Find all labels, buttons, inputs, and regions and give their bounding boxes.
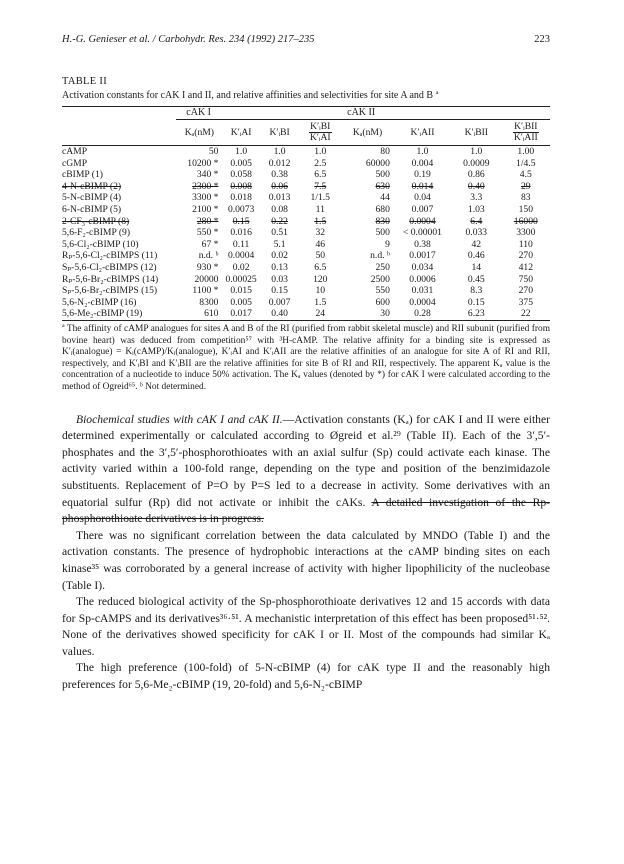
- cell-kib2: 0.0009: [463, 157, 490, 169]
- cell-r1: 1.5: [314, 215, 327, 227]
- running-head: H.-G. Genieser et al. / Carbohydr. Res. 234 (1992) 217–235: [62, 34, 315, 45]
- cell-kib1: 0.007: [268, 296, 291, 308]
- cell-ka1: 2100 *: [192, 204, 219, 216]
- cell-kia1: 0.008: [230, 180, 252, 192]
- compound-name: 5-N-cBIMP (4): [62, 192, 122, 204]
- table-row: [62, 181, 550, 193]
- cell-r1: 11: [315, 204, 325, 216]
- ratio2-denominator: K′ᵢAII: [513, 131, 538, 143]
- cell-kib1: 0.013: [268, 192, 291, 204]
- cell-kia2: 0.0004: [409, 215, 436, 227]
- cell-r2: 110: [518, 238, 533, 250]
- cell-r2: 1/4.5: [516, 157, 536, 169]
- cell-kib2: 3.3: [470, 192, 483, 204]
- compound-name: 4-N-cBIMP (2): [62, 180, 122, 192]
- compound-name: 5,6-Cl₂-cBIMP (10): [62, 238, 139, 250]
- cell-r2: 83: [520, 192, 531, 204]
- table-row: [62, 250, 550, 262]
- table-title: TABLE II: [62, 76, 108, 87]
- cell-kib1: 0.13: [271, 262, 288, 274]
- cell-ka2: 600: [375, 296, 390, 308]
- table-row: [62, 192, 550, 204]
- cell-kia2: 0.004: [411, 157, 434, 169]
- compound-name: 6-N-cBIMP (5): [62, 204, 122, 216]
- cell-kib1: 0.02: [271, 250, 288, 262]
- cell-kia1: 0.11: [232, 238, 250, 250]
- compound-name: Rₚ-5,6-Cl₂-cBIMPS (11): [62, 250, 158, 262]
- compound-name: 5,6-N₂-cBIMP (16): [62, 296, 137, 308]
- table-row: [62, 158, 550, 170]
- cell-r1: 10: [315, 285, 326, 297]
- table-row: [62, 169, 550, 181]
- cell-r2: 3300: [516, 227, 536, 239]
- cell-ka2: 680: [375, 204, 390, 216]
- cell-kib1: 0.22: [271, 215, 288, 227]
- cell-kia2: 0.04: [414, 192, 431, 204]
- compound-name: cAMP: [62, 146, 88, 158]
- compound-name: Rₚ-5,6-Br₂-cBIMPS (14): [62, 273, 159, 285]
- cell-r2: 1.00: [517, 146, 535, 158]
- ratio1-numerator: K′ᵢBI: [310, 120, 331, 132]
- cell-ka1: 67 *: [201, 238, 219, 250]
- cell-ka2: 60000: [365, 157, 390, 169]
- cell-r1: 1.0: [314, 146, 327, 158]
- cell-r1: 7.5: [314, 180, 327, 192]
- cell-r1: 1/1.5: [310, 192, 330, 204]
- cell-kia2: 0.0004: [409, 296, 436, 308]
- col-header-kib2: K′ᵢBII: [464, 126, 488, 138]
- cell-kia2: 0.38: [414, 238, 431, 250]
- paragraph-2: There was no significant correlation between the data calculated by MNDO (Table I) and the activation constants. The presence of hydrophobic interactions at the cAMP binding sites on each kinase³⁵ was corroborated by a general increase of activity with higher lipophilicity of the nucleobase (Table I).: [62, 528, 550, 592]
- col-header-kia2: K′ᵢAII: [410, 126, 435, 138]
- cell-ka1: 3300 *: [192, 192, 219, 204]
- compound-name: cGMP: [62, 157, 88, 169]
- cell-ka2: 550: [375, 285, 390, 297]
- cell-kia2: 0.28: [414, 308, 431, 320]
- cell-ka2: 44: [380, 192, 390, 204]
- cell-kib1: 0.012: [268, 157, 291, 169]
- ratio2-numerator: K′ᵢBII: [514, 120, 538, 132]
- cell-r2: 16000: [513, 215, 538, 227]
- cell-ka1: 930 *: [196, 262, 219, 274]
- cell-kib2: 0.033: [465, 227, 488, 239]
- cell-kia1: 0.018: [230, 192, 252, 204]
- cell-ka1: 20000: [194, 273, 219, 285]
- paragraph-3: The reduced biological activity of the Sp-phosphorothioate derivatives 12 and 15 accords with data for Sp-cAMPS and its derivatives³⁶·⁵¹. A mechanistic interpretation of this effect has been proposed⁵¹·⁵². None of the derivatives showed specificity for cAK I or II. Most of the compounds had similar Kₐ values.: [62, 595, 550, 658]
- cell-kib1: 5.1: [273, 238, 286, 250]
- cell-ka2: n.d. ᵇ: [370, 250, 390, 262]
- cell-r2: 375: [518, 296, 533, 308]
- col-header-ratio2: [502, 119, 550, 146]
- cell-kia2: 0.19: [414, 169, 431, 181]
- body-text: [62, 412, 550, 694]
- cell-kia2: 0.014: [411, 180, 434, 192]
- cell-kia2: 0.034: [411, 262, 434, 274]
- cell-kib2: 42: [471, 238, 482, 250]
- cell-ka1: 280 *: [196, 215, 219, 227]
- cell-kib1: 1.0: [273, 146, 286, 158]
- table-caption: Activation constants for cAK I and II, and relative affinities and selectivities for site A and B ª: [62, 90, 439, 101]
- cell-ka2: 630: [375, 180, 390, 192]
- cell-ka2: 30: [380, 308, 390, 320]
- cell-kib1: 0.06: [271, 180, 288, 192]
- activation-constants-table: [62, 106, 550, 321]
- page-header: [62, 34, 550, 48]
- cell-kia1: 0.017: [230, 308, 252, 320]
- cell-kib2: 0.46: [467, 250, 485, 262]
- cell-kia1: 0.015: [230, 285, 252, 297]
- col-header-ka2: Kₐ(nM): [352, 126, 383, 138]
- cell-kib1: 0.15: [271, 285, 288, 297]
- cell-r1: 6.5: [314, 169, 327, 181]
- cell-kia1: 0.00025: [225, 273, 257, 285]
- cell-ka1: 2300 *: [192, 180, 219, 192]
- cell-kib1: 0.08: [271, 204, 288, 216]
- cell-r1: 2.5: [314, 157, 327, 169]
- table-row: [62, 308, 550, 320]
- section-heading: Biochemical studies with cAK I and cAK II.: [76, 412, 283, 426]
- cell-ka1: 10200 *: [187, 157, 219, 169]
- compound-name: 5,6-F₂-cBIMP (9): [62, 227, 131, 239]
- cell-kia2: 0.031: [411, 285, 434, 297]
- cell-kib2: 6.4: [470, 215, 483, 227]
- cell-ka1: 1100 *: [192, 285, 219, 297]
- cell-kia1: 0.0073: [227, 204, 255, 216]
- cell-kia2: 0.0006: [409, 273, 436, 285]
- cell-kib1: 0.51: [271, 227, 288, 239]
- cell-ka2: 500: [375, 169, 390, 181]
- table-row: [62, 274, 550, 286]
- cell-ka1: n.d. ᵇ: [198, 250, 219, 262]
- cell-ka1: 340 *: [196, 169, 219, 181]
- cell-r1: 6.5: [314, 262, 327, 274]
- cell-kib2: 8.3: [470, 285, 483, 297]
- table-row: [62, 262, 550, 274]
- compound-name: 5,6-Me₂-cBIMP (19): [62, 308, 143, 320]
- cell-kib2: 6.23: [467, 308, 485, 320]
- table-row: [62, 227, 550, 239]
- cell-r2: 270: [518, 285, 533, 297]
- cell-kib2: 1.0: [470, 146, 483, 158]
- compound-name: cBIMP (1): [62, 169, 103, 181]
- col-header-ratio1: [299, 119, 341, 146]
- cell-kib2: 0.40: [467, 180, 485, 192]
- col-header-ka1: Kₐ(nM): [184, 126, 215, 138]
- cell-r1: 46: [315, 238, 326, 250]
- cell-r2: 4.5: [519, 169, 532, 181]
- cell-kib2: 1.03: [467, 204, 485, 216]
- cell-r2: 22: [520, 308, 531, 320]
- compound-name: Sₚ-5,6-Cl₂-cBIMPS (12): [62, 262, 157, 274]
- cell-kia1: 0.15: [232, 215, 250, 227]
- ratio1-denominator: K′ᵢAI: [309, 131, 331, 143]
- cell-kib1: 0.38: [271, 169, 288, 181]
- table-footnote: ª The affinity of cAMP analogues for sites A and B of the RI (purified from rabbit skeletal muscle) and RII subunit (purified from bovine heart) was deduced from competition⁵⁷ with ³H-cAMP. The relative affinity for a binding site is expressed as K′ᵢ(analogue) = Kᵢ(cAMP)/Kᵢ(analogue), K′ᵢAI and K′ᵢAII are the relative affinities of an analogue for site A of RI and RII, respectively, and K′ᵢBI and K′ᵢBII are the relative affinities for site B of RI and RII, respectively. The apparent Kₐ value is the concentration of a nucleotide to induce 50% activation. The Kₐ values (denoted by *) for cAK I were calculated according to the method of Ogreid⁶⁵. ᵇ Not determined.: [62, 324, 550, 392]
- cell-kia2: 1.0: [416, 146, 429, 158]
- cell-ka1: 8300: [199, 296, 219, 308]
- table-row: [62, 146, 550, 158]
- cell-r2: 750: [518, 273, 533, 285]
- cell-ka2: 500: [375, 227, 390, 239]
- cell-ka2: 830: [375, 215, 390, 227]
- cell-r1: 120: [313, 273, 328, 285]
- cell-kia1: 0.005: [230, 296, 252, 308]
- compound-name: 2-CF₃-cBIMP (8): [62, 215, 130, 227]
- struck-sentence: A detailed investigation of the Rp-phosphorothioate derivatives is in progress.: [62, 495, 550, 526]
- compound-name: Sₚ-5,6-Br₂-cBIMPS (15): [62, 285, 158, 297]
- cell-r1: 32: [315, 227, 326, 239]
- cell-kib2: 0.15: [467, 296, 485, 308]
- cell-ka2: 9: [385, 238, 390, 250]
- page-number: 223: [534, 34, 550, 45]
- col-header-kia1: K′ᵢAI: [230, 126, 252, 138]
- cell-r1: 50: [315, 250, 326, 262]
- cell-kia1: 0.005: [230, 157, 252, 169]
- table-row: [62, 216, 550, 228]
- cell-kia1: 0.058: [230, 169, 252, 181]
- cell-kia2: 0.007: [411, 204, 434, 216]
- cell-kia1: 0.02: [232, 262, 250, 274]
- paragraph-4: The high preference (100-fold) of 5-N-cBIMP (4) for cAK type II and the reasonably high preferences for 5,6-Me₂-cBIMP (19, 20-fold) and 5,6-N₂-cBIMP: [62, 661, 550, 692]
- cell-ka2: 80: [380, 146, 390, 158]
- cell-kib2: 0.86: [467, 169, 485, 181]
- cell-kib1: 0.03: [271, 273, 288, 285]
- table-row: [62, 239, 550, 251]
- cell-r1: 24: [315, 308, 326, 320]
- group-header-cak1: cAK I: [176, 107, 341, 120]
- table-row: [62, 204, 550, 216]
- table-row: [62, 285, 550, 297]
- col-header-kib1: K′ᵢBI: [269, 126, 290, 138]
- group-header-cak2: cAK II: [341, 107, 550, 120]
- cell-ka2: 2500: [370, 273, 390, 285]
- table-body: [62, 146, 550, 321]
- cell-ka1: 610: [204, 308, 219, 320]
- cell-kia2: 0.0017: [409, 250, 436, 262]
- cell-r1: 1.5: [314, 296, 327, 308]
- journal-page: [62, 34, 550, 694]
- cell-kia1: 1.0: [235, 146, 248, 158]
- cell-r2: 412: [518, 262, 533, 274]
- cell-ka1: 50: [208, 146, 219, 158]
- cell-kib2: 0.45: [467, 273, 485, 285]
- cell-ka2: 250: [375, 262, 390, 274]
- cell-kia2: < 0.00001: [402, 227, 442, 239]
- table-row: [62, 297, 550, 309]
- cell-r2: 29: [520, 180, 531, 192]
- cell-r2: 150: [518, 204, 533, 216]
- cell-kib2: 14: [471, 262, 482, 274]
- cell-kia1: 0.016: [230, 227, 252, 239]
- paragraph-1-text: —Activation constants (Kₐ) for cAK I and II were either determined experimentally or calculated according to Øgreid et al.²⁹ (Table II). Each of the 3′,5′-phosphates and the 3′,5′-phosphorothioates with an axial sulfur (Sp) could activate each kinase. The activity varied within a 100-fold range, depending on the type and position of the benzimidazole substituents. Replacement of P=O by P=S led to a decrease in activity. Some derivatives with an equatorial sulfur (Rp) did not activate or inhibit the cAKs.: [62, 412, 550, 509]
- cell-r2: 270: [518, 250, 533, 262]
- cell-ka1: 550 *: [196, 227, 219, 239]
- paragraph-1: [62, 412, 550, 528]
- cell-kia1: 0.0004: [227, 250, 255, 262]
- cell-kib1: 0.40: [271, 308, 288, 320]
